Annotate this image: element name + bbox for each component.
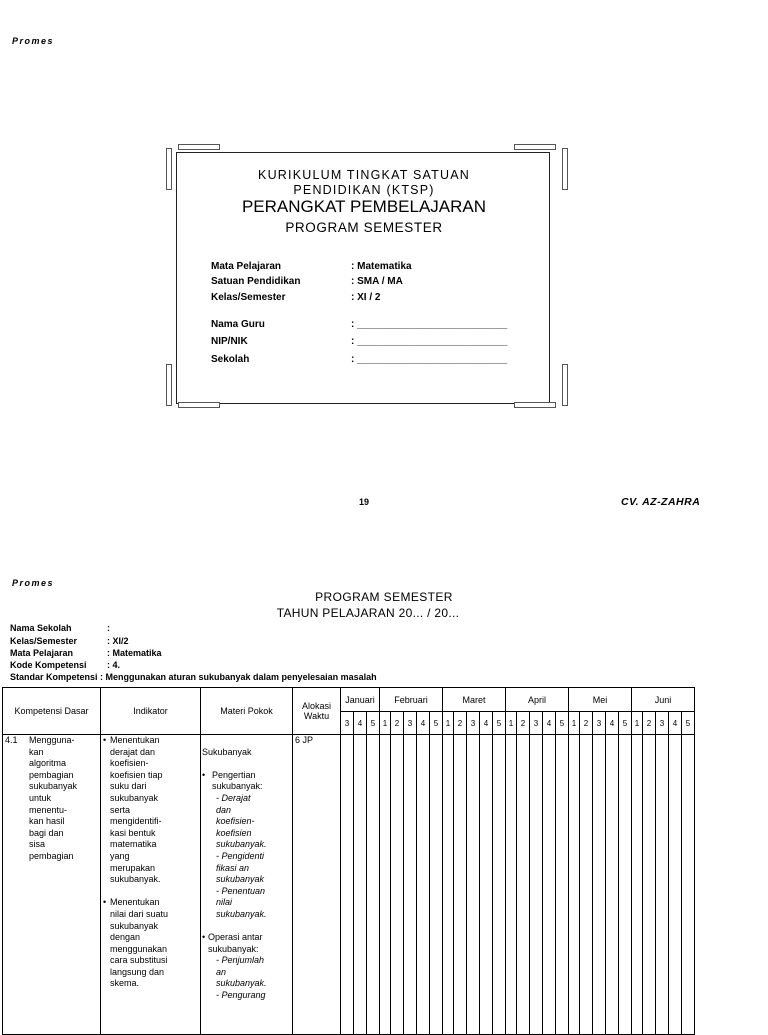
cover-info-label-0: Mata Pelajaran [211,261,282,272]
week-mar-3: 3 [467,712,480,735]
materi-line: - Penjumlah [216,955,265,966]
program-title: PROGRAM SEMESTER [315,590,453,604]
week-apr-4: 4 [543,712,556,735]
materi-pokok-cell [201,735,293,1035]
bullet-icon: • [103,897,107,908]
kd-line: untuk [29,792,52,803]
indikator-line: sukubanyak [110,792,159,803]
materi-line: - Penentuan [216,885,266,896]
frame-corner-bottom-right [514,402,556,408]
indikator-line: koefisien- [110,758,149,769]
month-mei: Mei [569,688,632,712]
schedule-cell [391,735,404,1035]
week-jan-1: 4 [354,712,367,735]
week-jun-3: 3 [656,712,669,735]
info-value-2: : Matematika [107,648,162,658]
indikator-line: sukubanyak. [110,874,161,885]
schedule-cell [682,735,695,1035]
materi-line: an [216,966,227,977]
cover-info-label-1: Satuan Pendidikan [211,276,301,287]
schedule-cell [443,735,454,1035]
kd-line: algoritma [29,758,67,769]
schedule-cell [632,735,643,1035]
schedule-cell [454,735,467,1035]
kompetensi-dasar-cell [3,735,101,1035]
page2-header: Promes [12,578,55,588]
month-juni: Juni [632,688,695,712]
schedule-cell [656,735,669,1035]
schedule-cell [367,735,380,1035]
kd-line: Mengguna- [29,735,75,745]
kd-line: kan [29,746,44,757]
indikator-line: Menentukan [110,735,160,745]
kd-line: sukubanyak [29,781,78,792]
materi-line: fikasi an [216,862,250,873]
schedule-cell [530,735,543,1035]
schedule-cell [517,735,530,1035]
cover-title-main: PERANGKAT PEMBELAJARAN [241,197,487,216]
schedule-cell [417,735,430,1035]
schedule-cell [543,735,556,1035]
week-mei-3: 3 [593,712,606,735]
info-label-0: Nama Sekolah [10,623,72,633]
header-alokasi-waktu: Alokasi Waktu [293,688,341,735]
week-feb-4: 4 [417,712,430,735]
schedule-cell [569,735,580,1035]
table-row [3,735,695,1035]
week-jun-2: 2 [643,712,656,735]
indikator-line: menggunakan [110,943,168,954]
materi-line: koefisien- [216,816,255,827]
week-apr-2: 2 [517,712,530,735]
kd-line: sisa [29,839,46,850]
cover-info-value-0: : Matematika [351,261,412,272]
week-jun-4: 4 [669,712,682,735]
schedule-cell [669,735,682,1035]
frame-corner-left-bottom [166,364,172,406]
schedule-cell [593,735,606,1035]
kd-line: bagi dan [29,827,64,838]
month-januari: Januari [341,688,380,712]
info-label-3: Kode Kompetensi [10,660,87,670]
kd-line: menentu- [29,804,68,815]
indikator-line: matematika [110,839,157,850]
month-april: April [506,688,569,712]
week-mar-4: 4 [480,712,493,735]
frame-corner-top-left [178,144,220,150]
frame-corner-bottom-left [178,402,220,408]
week-jun-5: 5 [682,712,695,735]
schedule-cell [480,735,493,1035]
indikator-line: yang [110,850,130,861]
materi-bullet-2: Operasi antar [208,932,263,943]
indikator-line: mengidentifi- [110,816,162,827]
indikator-line: langsung dan [110,966,165,977]
program-subtitle: TAHUN PELAJARAN 20... / 20... [276,606,460,620]
frame-corner-right-bottom [562,364,568,406]
kd-line: kan hasil [29,816,65,827]
week-apr-5: 5 [556,712,569,735]
materi-line: sukubanyak [216,874,265,885]
indikator-line: Menentukan [110,897,160,908]
indikator-line: merupakan [110,862,156,873]
indikator-line: suku dari [110,781,147,792]
cover-info-value-2: : XI / 2 [351,292,381,303]
schedule-cell [430,735,443,1035]
info-value-1: : XI/2 [107,636,129,646]
week-apr-3: 3 [530,712,543,735]
materi-line: nilai [216,897,233,908]
week-mei-2: 2 [580,712,593,735]
materi-bullet-1: Pengertian [212,769,256,780]
materi-title: Sukubanyak [202,746,252,757]
week-mar-5: 5 [493,712,506,735]
indikator-line: dengan [110,932,141,943]
standar-kompetensi: Standar Kompetensi : Menggunakan aturan sukubanyak dalam penyelesaian masalah [10,672,377,682]
info-value-3: : 4. [107,660,121,670]
header-materi-pokok: Materi Pokok [201,688,293,735]
cover-info-label-3: Nama Guru [211,319,265,330]
week-jan-0: 3 [341,712,354,735]
indikator-line: nilai dari suatu [110,908,169,919]
alokasi-cell: 6 JP [293,735,341,1035]
header-kompetensi-dasar: Kompetensi Dasar [3,688,101,735]
schedule-cell [341,735,354,1035]
week-mar-1: 1 [443,712,454,735]
schedule-cell [606,735,619,1035]
schedule-cell [354,735,367,1035]
schedule-cell [619,735,632,1035]
month-februari: Februari [380,688,443,712]
cover-info-value-1: : SMA / MA [351,276,403,287]
bullet-icon: • [202,769,206,780]
page-number: 19 [359,497,370,507]
cover-title-line1: KURIKULUM TINGKAT SATUAN [258,168,470,182]
schedule-cell [380,735,391,1035]
week-feb-1: 1 [380,712,391,735]
week-mar-2: 2 [454,712,467,735]
month-maret: Maret [443,688,506,712]
program-semester-table [2,687,695,1035]
materi-line: sukubanyak. [216,978,267,989]
schedule-cell [643,735,656,1035]
materi-line: dan [216,804,232,815]
week-mei-5: 5 [619,712,632,735]
cover-title-line2: PENDIDIKAN (KTSP) [293,183,435,197]
cover-info-label-4: NIP/NIK [211,336,248,347]
indikator-line: derajat dan [110,746,156,757]
week-jun-1: 1 [632,712,643,735]
schedule-cell [467,735,480,1035]
materi-bullet-1-cont: sukubanyak: [212,781,263,792]
materi-line: koefisien [216,827,252,838]
kd-line: pembagian [29,850,74,861]
week-feb-3: 3 [404,712,417,735]
kd-number: 4.1 [5,735,18,745]
cover-info-value-5: : ___________________________ [351,354,508,365]
frame-corner-right-top [562,148,568,190]
week-feb-5: 5 [430,712,443,735]
materi-line: sukubanyak. [216,908,267,919]
schedule-cell [404,735,417,1035]
info-label-1: Kelas/Semester [10,636,78,646]
kd-line: pembagian [29,769,74,780]
materi-bullet-2-cont: sukubanyak: [208,943,259,954]
cover-title-sub: PROGRAM SEMESTER [285,220,443,235]
week-feb-2: 2 [391,712,404,735]
materi-line: - Pengurang [216,990,266,1001]
materi-line: - Pengidenti [216,850,265,861]
frame-corner-left-top [166,148,172,190]
indikator-line: kasi bentuk [110,827,156,838]
week-mei-1: 1 [569,712,580,735]
schedule-cell [506,735,517,1035]
indikator-cell [101,735,201,1035]
bullet-icon: • [103,735,107,745]
indikator-line: cara substitusi [110,955,168,966]
cover-info-value-3: : ___________________________ [351,319,508,330]
schedule-cell [493,735,506,1035]
indikator-line: serta [110,804,131,815]
page1-header: Promes [12,36,55,46]
header-indikator: Indikator [101,688,201,735]
info-value-0: : [107,623,110,633]
publisher: CV. AZ-ZAHRA [621,496,701,508]
cover-info-label-5: Sekolah [211,354,250,365]
indikator-line: koefisien tiap [110,769,163,780]
bullet-icon: • [202,932,206,943]
week-mei-4: 4 [606,712,619,735]
indikator-line: skema. [110,978,140,989]
schedule-cell [556,735,569,1035]
cover-info-value-4: : ___________________________ [351,336,508,347]
week-jan-2: 5 [367,712,380,735]
indikator-line: sukubanyak [110,920,159,931]
schedule-cell [580,735,593,1035]
week-apr-1: 1 [506,712,517,735]
info-label-2: Mata Pelajaran [10,648,74,658]
materi-line: - Derajat [216,792,251,803]
materi-line: sukubanyak. [216,839,267,850]
frame-corner-top-right [514,144,556,150]
cover-info-label-2: Kelas/Semester [211,292,286,303]
